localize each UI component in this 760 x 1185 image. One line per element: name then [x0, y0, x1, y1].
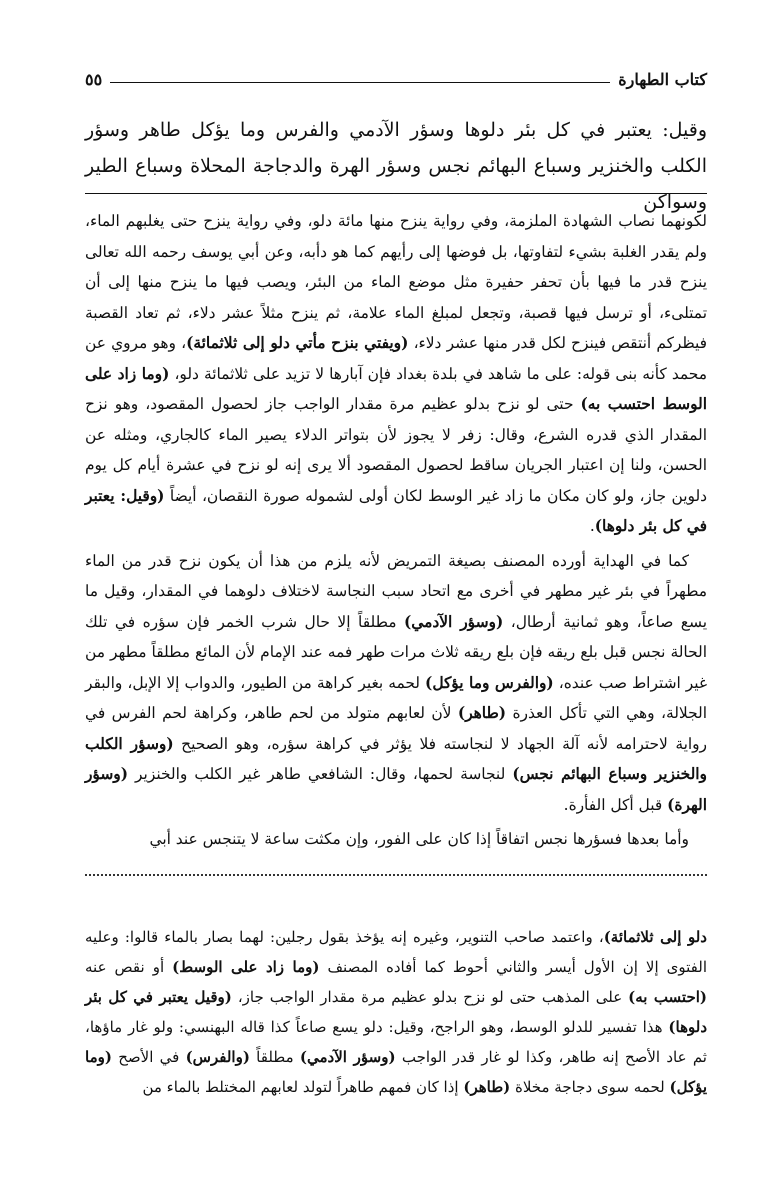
text-run: وأما بعدها فسؤرها نجس اتفاقاً إذا كان على الفور، وإن مكثت ساعة لا يتنجس عند أبي	[149, 830, 689, 848]
text-run: أو نقص عنه	[85, 958, 173, 976]
quoted-matn-phrase: (وقيل يعتبر في كل بئر دلوها)	[85, 988, 707, 1036]
text-run: هذا تفسير للدلو الوسط، وهو الراجح، وقيل: دلو يسع صاعاً كذا قاله البهنسي: ولو غار ماؤها، ثم عاد الأصح إنه طاهر، وكذا لو غار قدر الواجب	[85, 1018, 707, 1066]
quoted-matn-phrase: (وسؤر الآدمي)	[403, 612, 504, 631]
text-run: لأن لعابهم متولد من لحم طاهر، وكراهة لحم الفرس في رواية لاحترامه لأنه آلة الجهاد لا لنجاسته فلا يؤثر في كراهة سؤره، وهو الصحيح	[85, 704, 707, 753]
quoted-matn-phrase: دلو إلى ثلاثمائة)	[603, 928, 707, 946]
commentary-paragraph-2	[85, 546, 707, 821]
gloss-paragraph-1	[85, 922, 707, 1102]
quoted-matn-phrase: (وقيل: يعتبر في كل بئر دلوها)	[85, 486, 707, 535]
quoted-matn-phrase: (وسؤر الآدمي)	[299, 1048, 396, 1066]
quoted-matn-phrase: (وسؤر الكلب والخنزير وسباع البهائم نجس)	[85, 734, 707, 783]
chapter-title: كتاب الطهارة	[618, 69, 707, 89]
running-header	[85, 66, 707, 92]
text-run: ، واعتمد صاحب التنوير، وغيره إنه يؤخذ بقول رجلين: لهما بصار بالماء قالوا: وعليه الفتوى إلا إن الأول أيسر والثاني أحوط كما أفاده المصنف	[85, 928, 708, 976]
main-text: وقيل: يعتبر في كل بئر دلوها وسؤر الآدمي والفرس وما يؤكل طاهر وسؤر الكلب والخنزير وسباع البهائم نجس وسؤر الهرة والدجاجة المحلاة وسباع الطير وسواكن	[85, 119, 707, 213]
quoted-matn-phrase: (وما يؤكل)	[85, 1048, 707, 1096]
quoted-matn-phrase: (والفرس وما يؤكل)	[425, 673, 554, 692]
commentary	[85, 206, 707, 855]
quoted-matn-phrase: (ويفتي بنزح مأتي دلو إلى ثلاثمائة)	[186, 334, 409, 352]
commentary-paragraph-1	[85, 206, 707, 542]
text-run: لنجاسة لحمها، وقال: الشافعي طاهر غير الكلب والخنزير	[128, 765, 513, 783]
text-run: في الأصح	[111, 1048, 186, 1066]
text-run: إذا كان فمهم طاهراً لتولد لعابهم المختلط بالماء من	[142, 1078, 464, 1096]
quoted-matn-phrase: (وما زاد على الوسط)	[172, 958, 320, 976]
text-run: كما في الهداية أورده المصنف بصيغة التمريض لأنه يلزم من هذا أن يكون نزح قدر من الماء مطهراً في بئر غير مطهر في أخرى مع اتحاد سبب النجاسة لاختلاف دلوهما في المقدار، وقيل ما يسع صاعاً، وهو ثمانية أرطال،	[85, 551, 707, 631]
text-run: لكونهما نصاب الشهادة الملزمة، وفي رواية ينزح منها مائة دلو، وفي رواية ينزح حتى يغلبهم الماء، ولم يقدر الغلبة بشيء لتفاوتها، بل فوضها إلى رأيهم كما هو دأبه، وعن أبي يوسف رحمه الله تعالى ينزح قدر ما فيها بأن تحفر حفيرة مثل موضع الماء من البئر، ويصب فيها ما ينزح منها إلى أن تمتلىء، أو ترسل فيها قصبة، وتجعل لمبلغ الماء علامة، ثم ينزح مثلاً عشر دلاء، ثم تعاد القصبة فيظركم أنتقص فينزح لكل قدر منها عشر دلاء،	[85, 212, 708, 352]
text-run: مطلقاً إلا حال شرب الخمر فإن سؤره في تلك الحالة نجس قبل بلع ريقه فإن بلع ريقه ثلاث مرات طهر فمه عند الإمام لأن المائع مطلقاً مطهر من غير اشتراط صب عنده،	[85, 612, 707, 692]
main-text-divider	[85, 193, 707, 194]
quoted-matn-phrase: (والفرس)	[185, 1048, 250, 1066]
text-run: مطلقاً	[249, 1048, 300, 1066]
text-run: على المذهب حتى لو نزح بدلو عظيم مرة مقدار الواجب جاز،	[231, 988, 629, 1006]
book-page	[85, 0, 707, 1185]
text-run: لحمه سوى دجاجة مخلاة	[510, 1078, 670, 1096]
quoted-matn-phrase: (وسؤر الهرة)	[85, 765, 707, 814]
dotted-divider	[85, 874, 707, 876]
text-run: لحمه بغير كراهة من الطيور، والدواب إلا الإبل، والبقر الجلالة، وهي التي تأكل العذرة	[85, 673, 707, 722]
quoted-matn-phrase: (طاهر)	[457, 704, 507, 722]
quoted-matn-phrase: (احتسب به)	[628, 988, 707, 1006]
quoted-matn-phrase: (طاهر)	[463, 1078, 511, 1096]
page-number: ٥٥	[85, 69, 103, 89]
header-rule	[110, 82, 610, 83]
quoted-matn-phrase: (وما زاد على الوسط احتسب به)	[85, 364, 707, 413]
text-run: قبل أكل الفأرة.	[563, 795, 668, 814]
footnote-gloss	[85, 922, 707, 1102]
commentary-paragraph-3	[85, 824, 707, 855]
text-run: .	[589, 517, 595, 535]
text-run: حتى لو نزح بدلو عظيم مرة مقدار الواجب جاز لحصول المقصود، وهو نزح المقدار الذي قدره الشرع، وقال: زفر لا يجوز لأن بتواتر الدلاء يصير الماء كالجاري، ومثله عن الحسن، ولنا إن اعتبار الجريان ساقط لحصول المقصود ألا يرى إنه لو نزح في عشرة أيام كل يوم دلوين جاز، ولو كان مكان ما زاد غير الوسط لكان أولى لشموله صورة النقصان، أيضاً	[85, 395, 707, 505]
text-run: ، وهو مروي عن محمد كأنه بنى قوله: على ما شاهد في بلدة بغداد فإن آبارها لا تزيد على ثلاثمائة دلو،	[85, 334, 707, 383]
